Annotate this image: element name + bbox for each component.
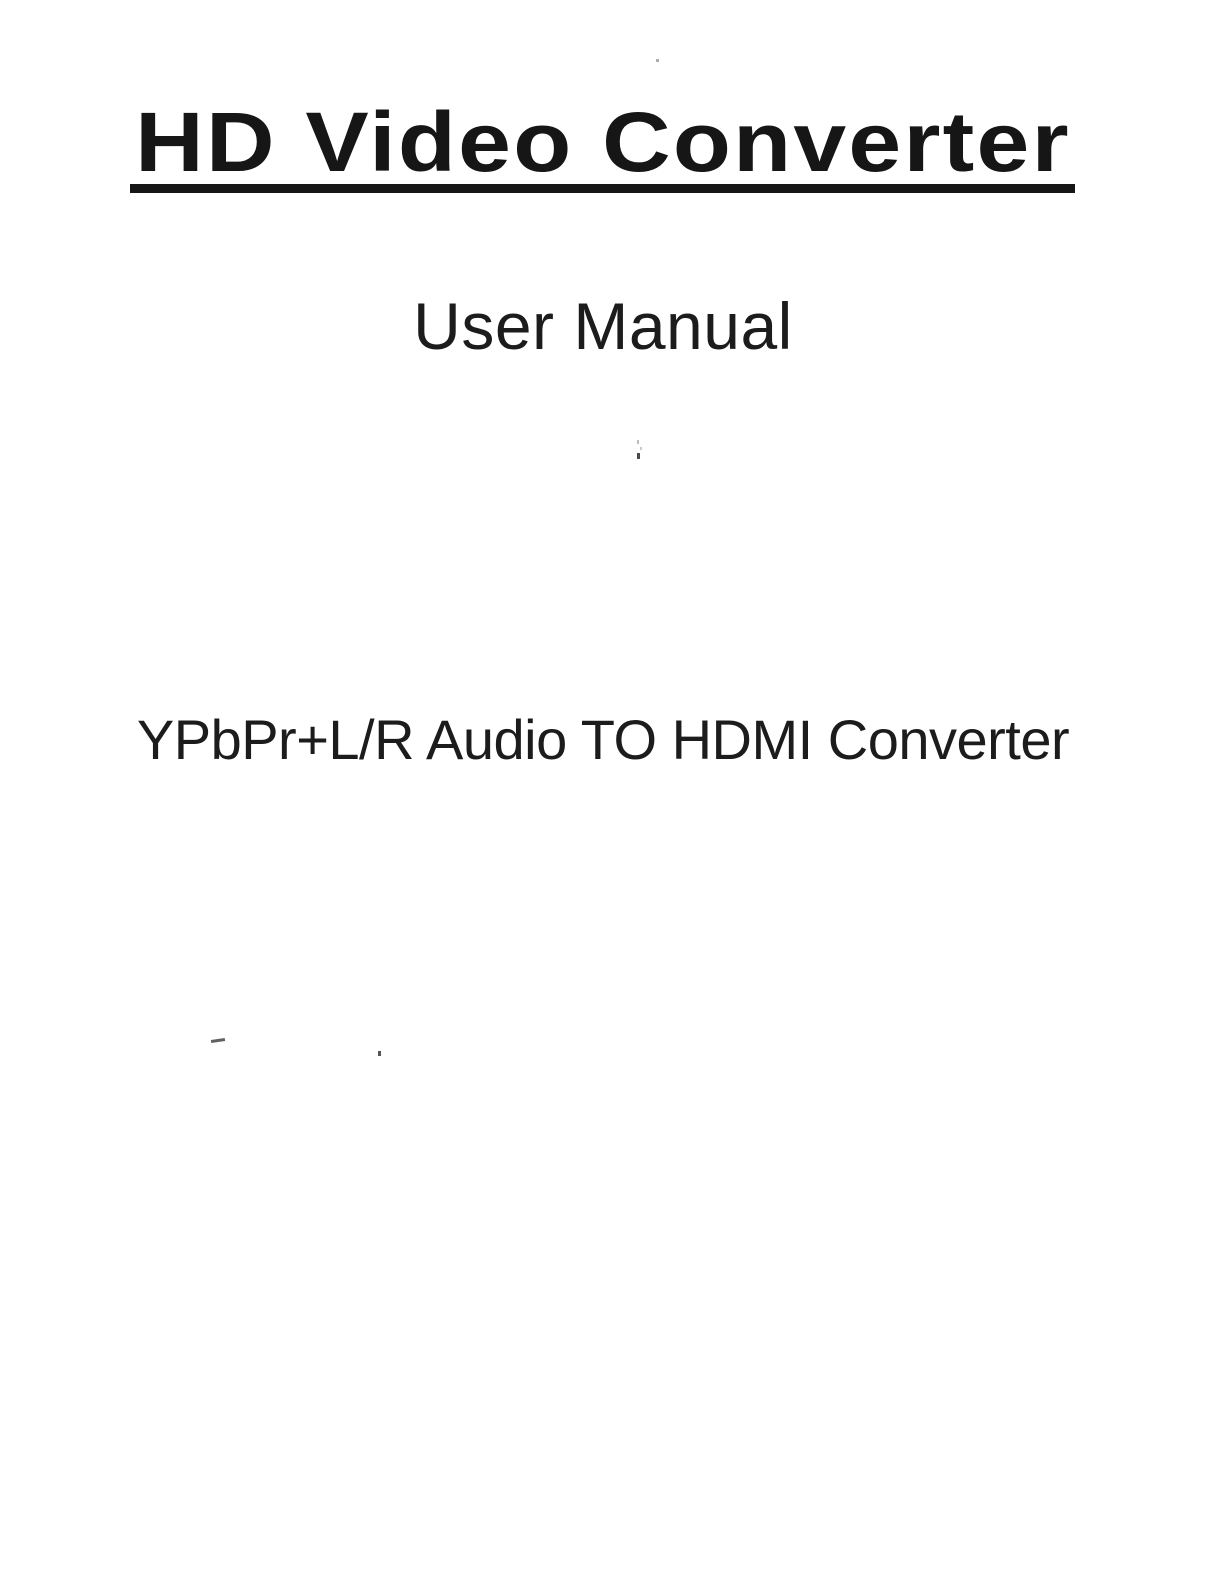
- title-block: [130, 95, 1075, 193]
- scan-artifact: [211, 1038, 225, 1043]
- scan-artifact: [378, 1051, 381, 1056]
- scan-artifact: [656, 59, 659, 62]
- document-title: HD Video Converter: [134, 95, 1071, 189]
- scan-artifact: [640, 447, 642, 450]
- product-description: YPbPr+L/R Audio TO HDMI Converter: [136, 708, 1070, 771]
- scan-artifact: [637, 440, 639, 444]
- document-subtitle: User Manual: [413, 289, 793, 363]
- scan-artifact: [637, 453, 640, 459]
